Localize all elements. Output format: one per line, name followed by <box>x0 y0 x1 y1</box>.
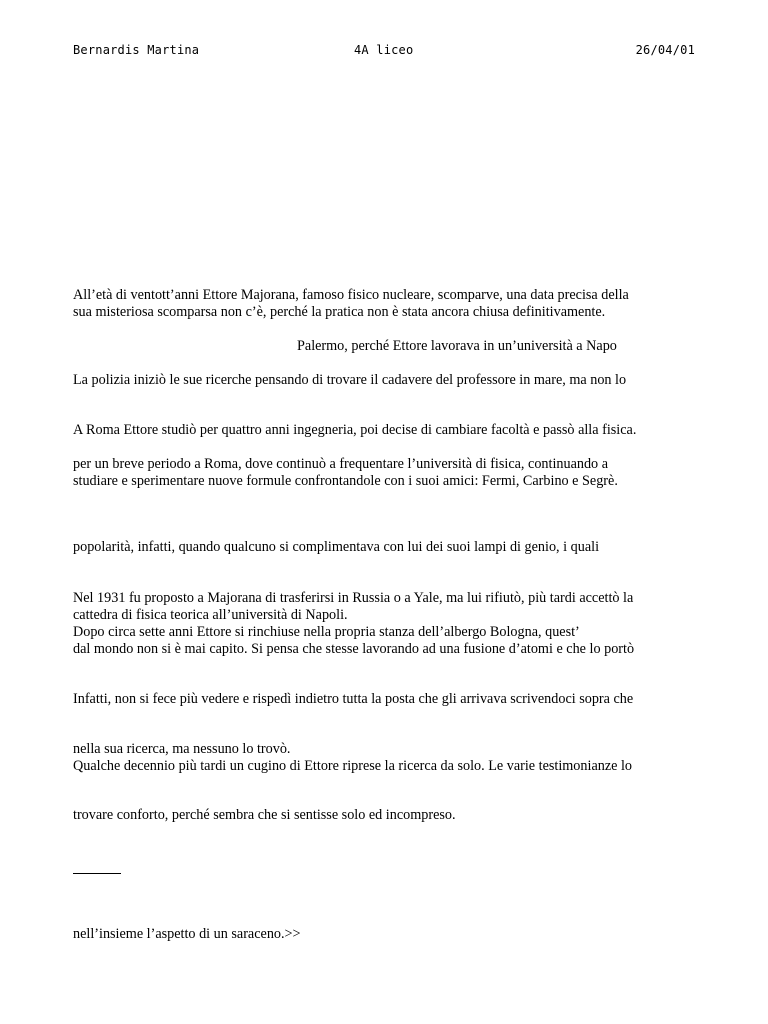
text-line: nell’insieme l’aspetto di un saraceno.>> <box>73 926 301 942</box>
text-line: A Roma Ettore studiò per quattro anni ingegneria, poi decise di cambiare facoltà e passò alla fisica. <box>73 422 637 438</box>
text-line: Nel 1931 fu proposto a Majorana di trasferirsi in Russia o a Yale, ma lui rifiutò, più tardi accettò la <box>73 590 634 606</box>
footnote-separator <box>73 873 121 874</box>
header-date: 26/04/01 <box>635 43 695 57</box>
text-line: Dopo circa sette anni Ettore si rinchiuse nella propria stanza dell’albergo Bologna, quest’ <box>73 624 580 640</box>
text-line: per un breve periodo a Roma, dove continuò a frequentare l’università di fisica, continuando a <box>73 456 608 472</box>
text-line: popolarità, infatti, quando qualcuno si complimentava con lui dei suoi lampi di genio, i quali <box>73 539 600 555</box>
text-line: La polizia iniziò le sue ricerche pensando di trovare il cadavere del professore in mare, ma non lo <box>73 372 627 388</box>
text-line: Infatti, non si fece più vedere e rispedì indietro tutta la posta che gli arrivava scrivendoci sopra che <box>73 691 634 707</box>
header-class: 4A liceo <box>354 43 414 57</box>
header-author: Bernardis Martina <box>73 43 200 57</box>
text-line: sua misteriosa scomparsa non c’è, perché la pratica non è stata ancora chiusa definitivamente. <box>73 304 606 320</box>
text-line: studiare e sperimentare nuove formule confrontandole con i suoi amici: Fermi, Carbino e Segrè. <box>73 473 618 489</box>
text-line: Palermo, perché Ettore lavorava in un’università a Napo <box>297 338 617 354</box>
text-line: nella sua ricerca, ma nessuno lo trovò. <box>73 741 291 757</box>
text-line: All’età di ventott’anni Ettore Majorana, famoso fisico nucleare, scomparve, una data precisa della <box>73 287 629 303</box>
text-line: trovare conforto, perché sembra che si sentisse solo ed incompreso. <box>73 807 456 823</box>
text-line: dal mondo non si è mai capito. Si pensa che stesse lavorando ad una fusione d’atomi e che lo portò <box>73 641 635 657</box>
text-line: Qualche decennio più tardi un cugino di Ettore riprese la ricerca da solo. Le varie testimonianze lo <box>73 758 633 774</box>
text-line: cattedra di fisica teorica all’università di Napoli. <box>73 607 348 623</box>
